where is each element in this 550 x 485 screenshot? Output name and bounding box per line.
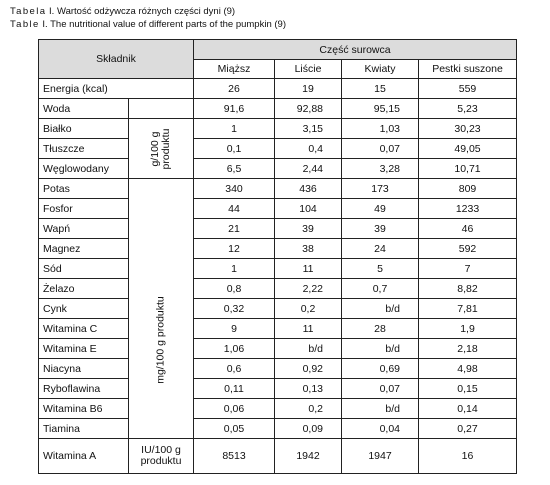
cell-value: 0,2 bbox=[275, 299, 342, 319]
table-row bbox=[39, 219, 517, 239]
cell-value: 0,07 bbox=[342, 379, 419, 399]
cell-value: 6,5 bbox=[194, 159, 275, 179]
row-name: Magnez bbox=[39, 239, 129, 259]
table-row bbox=[39, 159, 517, 179]
cell-value: 39 bbox=[275, 219, 342, 239]
cell-value: 15 bbox=[342, 79, 419, 99]
table-row bbox=[39, 119, 517, 139]
cell-value: 11 bbox=[275, 319, 342, 339]
header-col-dried-seeds: Pestki suszone bbox=[419, 60, 517, 79]
cell-value: 16 bbox=[419, 439, 517, 474]
cell-value: 436 bbox=[275, 179, 342, 199]
row-name: Potas bbox=[39, 179, 129, 199]
cell-value: 3,28 bbox=[342, 159, 419, 179]
cell-value: 49,05 bbox=[419, 139, 517, 159]
cell-value: 30,23 bbox=[419, 119, 517, 139]
cell-value: 7,81 bbox=[419, 299, 517, 319]
table-row bbox=[39, 299, 517, 319]
cell-value: 49 bbox=[342, 199, 419, 219]
caption-english-label: Table bbox=[10, 19, 40, 30]
cell-value: 21 bbox=[194, 219, 275, 239]
table-row bbox=[39, 99, 517, 119]
cell-value: 1,03 bbox=[342, 119, 419, 139]
nutrition-table bbox=[38, 39, 517, 474]
cell-value: 0,92 bbox=[275, 359, 342, 379]
cell-value: 44 bbox=[194, 199, 275, 219]
cell-value: b/d bbox=[342, 339, 419, 359]
cell-value: 0,11 bbox=[194, 379, 275, 399]
unit-g100-cell bbox=[129, 119, 194, 179]
unit-mg100-cell bbox=[129, 179, 194, 439]
cell-value: 12 bbox=[194, 239, 275, 259]
cell-value: 7 bbox=[419, 259, 517, 279]
cell-value: 0,1 bbox=[194, 139, 275, 159]
cell-value: 10,71 bbox=[419, 159, 517, 179]
cell-value: 0,2 bbox=[275, 399, 342, 419]
cell-value: 3,15 bbox=[275, 119, 342, 139]
unit-iu100-label: IU/100 g produktu bbox=[129, 439, 194, 474]
cell-value: 9 bbox=[194, 319, 275, 339]
cell-value: 8,82 bbox=[419, 279, 517, 299]
cell-value: 1 bbox=[194, 259, 275, 279]
cell-value: 0,07 bbox=[342, 139, 419, 159]
cell-value: 28 bbox=[342, 319, 419, 339]
cell-value: 592 bbox=[419, 239, 517, 259]
row-name: Białko bbox=[39, 119, 129, 139]
table-row bbox=[39, 419, 517, 439]
cell-value: 19 bbox=[275, 79, 342, 99]
cell-value: 0,09 bbox=[275, 419, 342, 439]
table-row bbox=[39, 379, 517, 399]
table-row bbox=[39, 319, 517, 339]
cell-value: 1,06 bbox=[194, 339, 275, 359]
cell-value: 340 bbox=[194, 179, 275, 199]
caption-english-number: I. bbox=[42, 19, 48, 30]
table-row bbox=[39, 439, 517, 474]
table-row bbox=[39, 359, 517, 379]
row-name: Witamina B6 bbox=[39, 399, 129, 419]
header-col-flowers: Kwiaty bbox=[342, 60, 419, 79]
unit-empty-cell bbox=[129, 99, 194, 119]
cell-value: 91,6 bbox=[194, 99, 275, 119]
header-part-group: Część surowca bbox=[194, 40, 517, 60]
cell-value: 5 bbox=[342, 259, 419, 279]
cell-value: 8513 bbox=[194, 439, 275, 474]
cell-value: 104 bbox=[275, 199, 342, 219]
row-name: Węglowodany bbox=[39, 159, 129, 179]
table-row bbox=[39, 339, 517, 359]
row-name: Woda bbox=[39, 99, 129, 119]
cell-value: 809 bbox=[419, 179, 517, 199]
table-row bbox=[39, 259, 517, 279]
unit-g100-label: g/100 g produktu bbox=[149, 128, 172, 169]
table-row bbox=[39, 199, 517, 219]
row-name: Cynk bbox=[39, 299, 129, 319]
row-name: Niacyna bbox=[39, 359, 129, 379]
cell-value: 0,7 bbox=[342, 279, 419, 299]
caption-polish-number: I. bbox=[49, 6, 55, 17]
cell-value: b/d bbox=[342, 399, 419, 419]
cell-value: 1233 bbox=[419, 199, 517, 219]
row-name: Tłuszcze bbox=[39, 139, 129, 159]
cell-value: 5,23 bbox=[419, 99, 517, 119]
cell-value: 4,98 bbox=[419, 359, 517, 379]
unit-mg100-label: mg/100 g produktu bbox=[154, 295, 167, 384]
cell-value: 26 bbox=[194, 79, 275, 99]
table-row bbox=[39, 399, 517, 419]
cell-value: b/d bbox=[342, 299, 419, 319]
cell-value: 0,69 bbox=[342, 359, 419, 379]
table-row bbox=[39, 79, 517, 99]
cell-value: 173 bbox=[342, 179, 419, 199]
row-name: Ryboflawina bbox=[39, 379, 129, 399]
cell-value: 11 bbox=[275, 259, 342, 279]
caption-english bbox=[10, 19, 286, 31]
cell-value: 2,22 bbox=[275, 279, 342, 299]
cell-value: 0,27 bbox=[419, 419, 517, 439]
caption-polish-label: Tabela bbox=[10, 6, 47, 17]
cell-value: 0,13 bbox=[275, 379, 342, 399]
row-name: Sód bbox=[39, 259, 129, 279]
cell-value: 0,05 bbox=[194, 419, 275, 439]
caption-polish-text: Wartość odżywcza różnych części dyni (9) bbox=[56, 6, 236, 17]
cell-value: 1942 bbox=[275, 439, 342, 474]
row-name: Witamina C bbox=[39, 319, 129, 339]
table-row bbox=[39, 279, 517, 299]
cell-value: 1 bbox=[194, 119, 275, 139]
row-name: Wapń bbox=[39, 219, 129, 239]
table-row bbox=[39, 239, 517, 259]
cell-value: 0,14 bbox=[419, 399, 517, 419]
caption-english-text: The nutritional value of different parts of the pumpkin (9) bbox=[50, 19, 286, 30]
table-row bbox=[39, 139, 517, 159]
row-name: Witamina E bbox=[39, 339, 129, 359]
cell-value: 2,44 bbox=[275, 159, 342, 179]
header-col-pulp: Miąższ bbox=[194, 60, 275, 79]
cell-value: 2,18 bbox=[419, 339, 517, 359]
cell-value: 95,15 bbox=[342, 99, 419, 119]
row-name: Tiamina bbox=[39, 419, 129, 439]
cell-value: 0,6 bbox=[194, 359, 275, 379]
row-name: Żelazo bbox=[39, 279, 129, 299]
cell-value: 46 bbox=[419, 219, 517, 239]
cell-value: 0,15 bbox=[419, 379, 517, 399]
table-row bbox=[39, 179, 517, 199]
cell-value: 559 bbox=[419, 79, 517, 99]
cell-value: b/d bbox=[275, 339, 342, 359]
cell-value: 92,88 bbox=[275, 99, 342, 119]
cell-value: 0,8 bbox=[194, 279, 275, 299]
cell-value: 0,04 bbox=[342, 419, 419, 439]
cell-value: 1,9 bbox=[419, 319, 517, 339]
row-name: Witamina A bbox=[39, 439, 129, 474]
header-ingredient: Składnik bbox=[39, 40, 194, 79]
cell-value: 1947 bbox=[342, 439, 419, 474]
cell-value: 39 bbox=[342, 219, 419, 239]
row-name: Energia (kcal) bbox=[39, 79, 194, 99]
cell-value: 0,32 bbox=[194, 299, 275, 319]
cell-value: 38 bbox=[275, 239, 342, 259]
cell-value: 24 bbox=[342, 239, 419, 259]
caption-polish bbox=[10, 6, 235, 18]
header-col-leaves: Liście bbox=[275, 60, 342, 79]
row-name: Fosfor bbox=[39, 199, 129, 219]
cell-value: 0,06 bbox=[194, 399, 275, 419]
cell-value: 0,4 bbox=[275, 139, 342, 159]
